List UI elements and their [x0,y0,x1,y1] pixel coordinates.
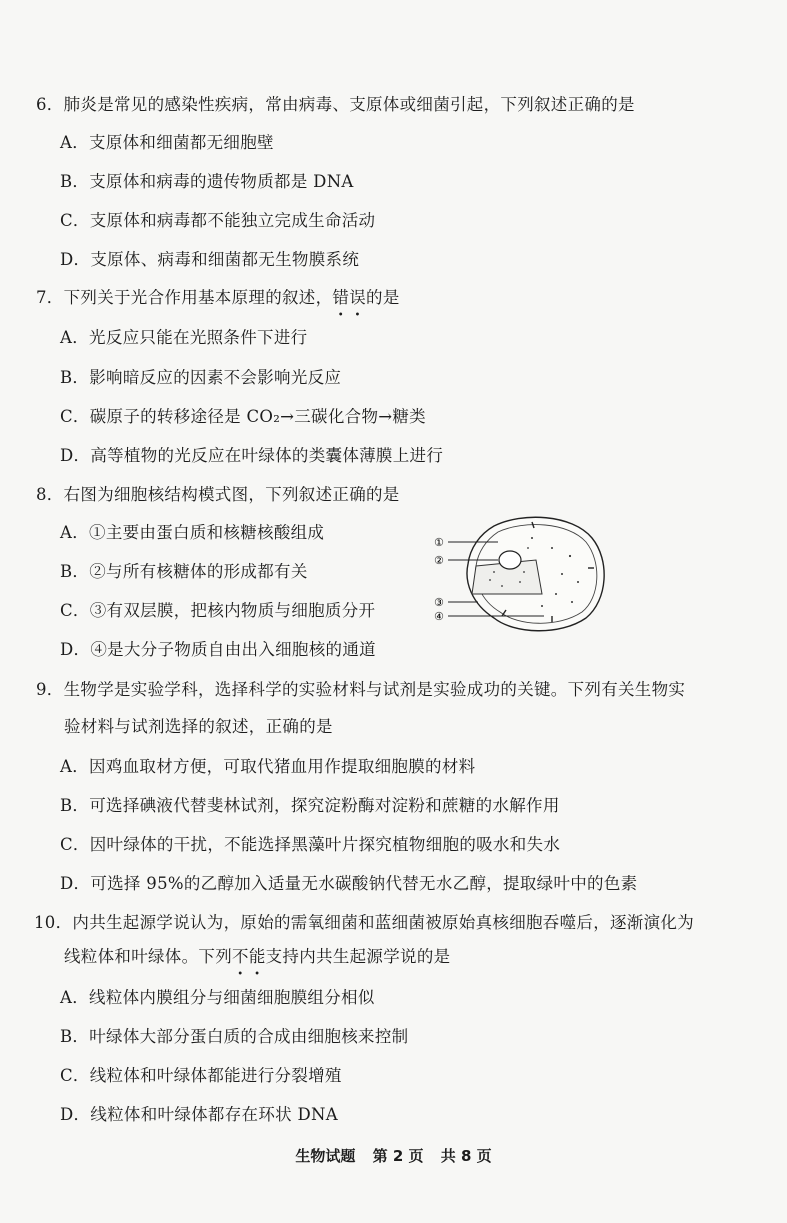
question-10-option-b: B．叶绿体大部分蛋白质的合成由细胞核来控制 [60,1027,409,1046]
question-7-stem-before: 7．下列关于光合作用基本原理的叙述， [36,288,333,307]
footer-total-pages: 共 8 页 [440,1147,492,1165]
emphasis-char-wu: 误 [349,288,367,307]
question-10-stem-after: 支持内共生起源学说的是 [265,947,451,966]
question-8-option-c: C．③有双层膜，把核内物质与细胞质分开 [60,601,376,620]
question-7-option-b: B．影响暗反应的因素不会影响光反应 [60,368,342,387]
question-10-option-d: D．线粒体和叶绿体都存在环状 DNA [60,1105,338,1124]
question-10-stem-line2 [64,946,450,968]
label-1: ① [434,536,444,549]
question-6-option-b: B．支原体和病毒的遗传物质都是 DNA [60,172,354,191]
question-7-stem [36,287,400,309]
question-10-option-a: A．线粒体内膜组分与细菌细胞膜组分相似 [60,988,375,1007]
emphasis-char-cuo: 错 [332,288,350,307]
question-9-option-c: C．因叶绿体的干扰，不能选择黑藻叶片探究植物细胞的吸水和失水 [60,835,561,854]
question-10-option-c: C．线粒体和叶绿体都能进行分裂增殖 [60,1066,342,1085]
question-7-stem-after: 的是 [366,288,400,307]
label-2: ② [434,554,444,567]
page-footer [0,1145,787,1166]
question-7-option-d: D．高等植物的光反应在叶绿体的类囊体薄膜上进行 [60,446,444,465]
question-8-option-d: D．④是大分子物质自由出入细胞核的通道 [60,640,376,659]
question-7-option-c: C．碳原子的转移途径是 CO₂→三碳化合物→糖类 [60,407,426,426]
question-9-option-b: B．可选择碘液代替斐林试剂，探究淀粉酶对淀粉和蔗糖的水解作用 [60,796,560,815]
question-6-option-a: A．支原体和细菌都无细胞壁 [60,133,274,152]
question-10-stem-line1: 10．内共生起源学说认为，原始的需氧细菌和蓝细菌被原始真核细胞吞噬后，逐渐演化为 [34,913,694,932]
emphasis-char-bu: 不 [232,947,249,966]
question-9-stem-line2: 验材料与试剂选择的叙述，正确的是 [64,717,333,736]
question-8-stem: 8．右图为细胞核结构模式图，下列叙述正确的是 [36,485,400,504]
question-6-option-c: C．支原体和病毒都不能独立完成生命活动 [60,211,376,230]
question-8-option-a: A．①主要由蛋白质和核糖核酸组成 [60,523,325,542]
label-4: ④ [434,610,444,623]
nucleus-structure-figure [432,508,608,636]
footer-page-number: 第 2 页 [372,1147,424,1165]
question-6-stem: 6．肺炎是常见的感染性疾病，常由病毒、支原体或细菌引起，下列叙述正确的是 [36,95,635,114]
nucleolus [499,551,521,569]
question-8-option-b: B．②与所有核糖体的形成都有关 [60,562,308,581]
question-9-stem-line1: 9．生物学是实验学科，选择科学的实验材料与试剂是实验成功的关键。下列有关生物实 [36,680,686,699]
question-6-option-d: D．支原体、病毒和细菌都无生物膜系统 [60,250,360,269]
question-9-option-a: A．因鸡血取材方便，可取代猪血用作提取细胞膜的材料 [60,757,476,776]
footer-subject: 生物试题 [295,1147,356,1165]
emphasis-char-neng: 能 [248,947,266,966]
label-3: ③ [434,596,444,609]
question-9-option-d: D．可选择 95%的乙醇加入适量无水碳酸钠代替无水乙醇，提取绿叶中的色素 [60,874,638,893]
question-7-option-a: A．光反应只能在光照条件下进行 [60,328,308,347]
question-10-stem-before: 线粒体和叶绿体。下列 [64,947,232,966]
